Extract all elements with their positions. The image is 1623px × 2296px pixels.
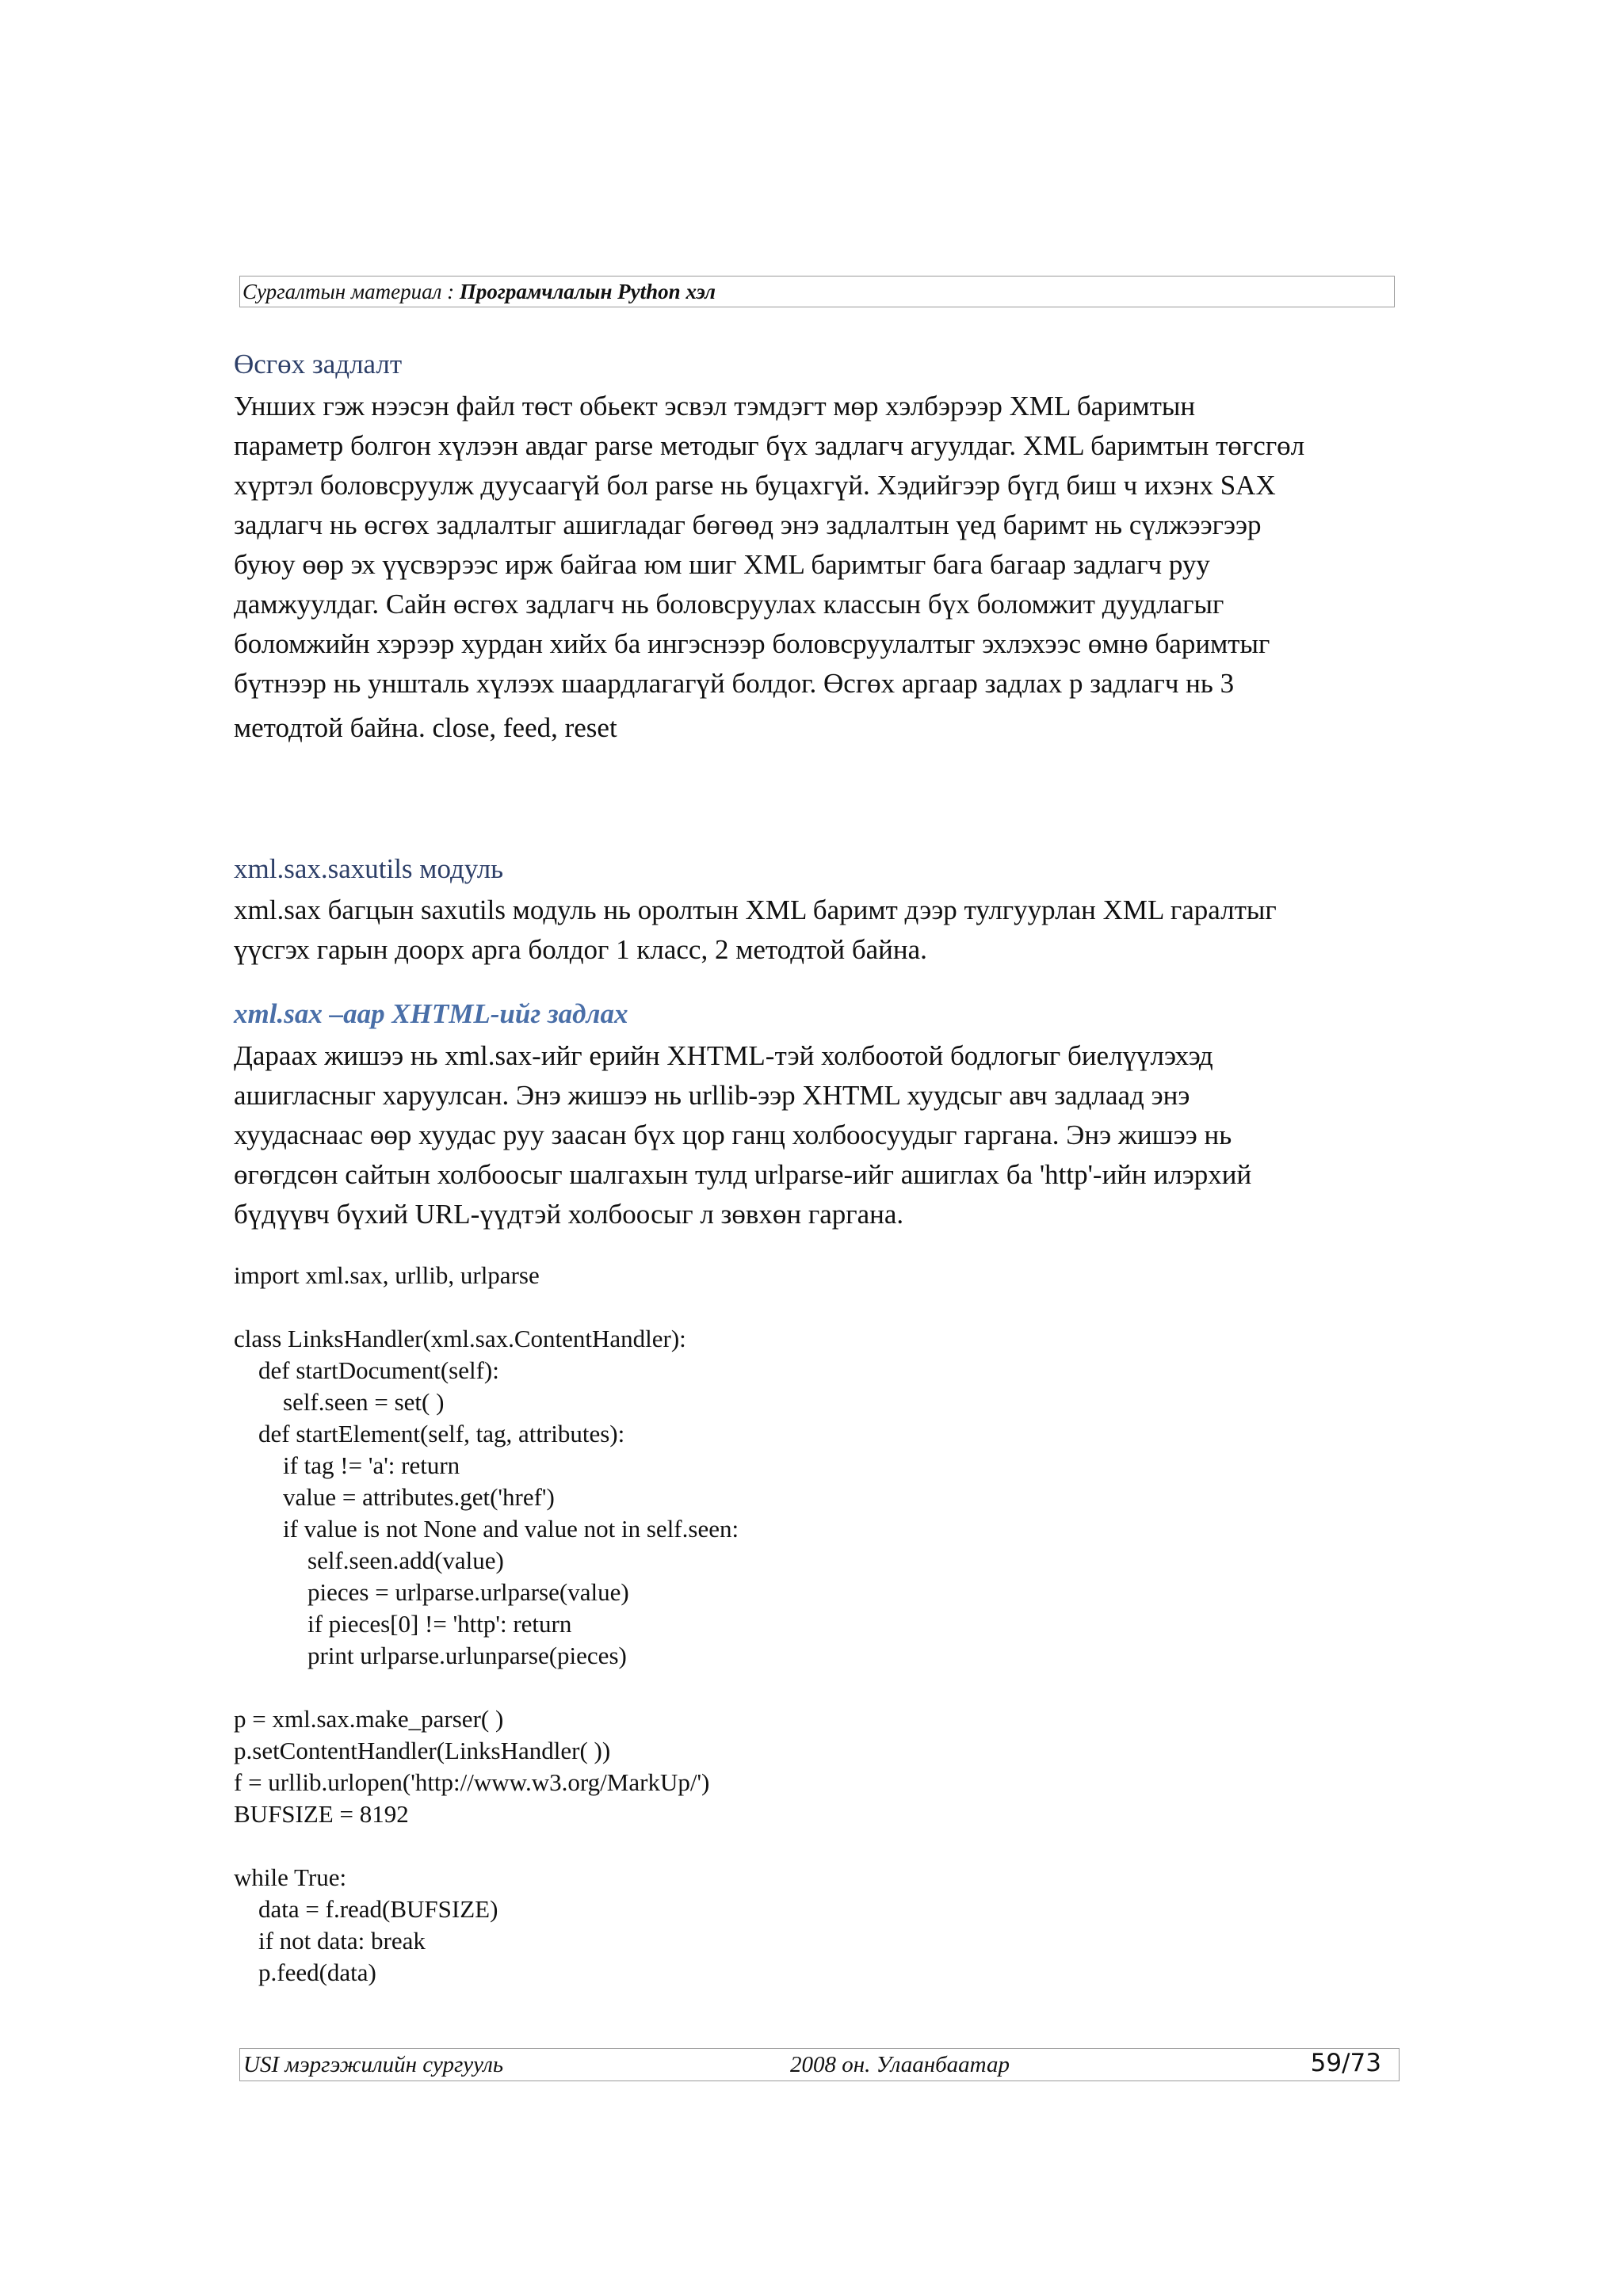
section-title-saxutils: xml.sax.saxutils модуль: [234, 853, 504, 884]
section-title-xhtml-parsing: xml.sax –аар XHTML-ийг задлах: [234, 998, 628, 1029]
text-line: буюу өөр эх үүсвэрээс ирж байгаа юм шиг XML баримтыг бага багаар задлагч руу: [234, 549, 1210, 580]
page-footer: [239, 2048, 1400, 2081]
text-line: Унших гэж нээсэн файл төст обьект эсвэл тэмдэгт мөр хэлбэрээр XML баримтын: [234, 391, 1196, 421]
page-header: [239, 276, 1395, 307]
text-line: үүсгэх гарын доорх арга болдог 1 класс, 2 методтой байна.: [234, 934, 927, 965]
paragraph-xhtml-parsing: [234, 1036, 1407, 1234]
text-line: бүтнээр нь уншталь хүлээх шаардлагагүй болдог. Өсгөх аргаар задлах p задлагч нь 3: [234, 668, 1235, 699]
header-title: Програмчлалын Python хэл: [459, 280, 716, 303]
footer-year-city: 2008 он. Улаанбаатар: [790, 2052, 1010, 2077]
text-line: параметр болгон хүлээн авдаг parse методыг бүх задлагч агуулдаг. XML баримтын төгсгөл: [234, 430, 1305, 461]
page-number: 59/73: [1310, 2049, 1381, 2077]
text-line: xml.sax багцын saxutils модуль нь оролтын XML баримт дээр тулгуурлан XML гаралтыг: [234, 894, 1277, 925]
text-line: хуудаснаас өөр хуудас руу заасан бүх цор ганц холбоосуудыг гаргана. Энэ жишээ нь: [234, 1119, 1232, 1150]
header-prefix: Сургалтын материал :: [242, 280, 460, 303]
text-line: боломжийн хэрээр хурдан хийх ба ингэснээр боловсруулалтыг эхлэхээс өмнө баримтыг: [234, 628, 1270, 659]
text-line: методтой байна. close, feed, reset: [234, 712, 617, 743]
section-title-incremental-parsing: Өсгөх задлалт: [234, 349, 403, 379]
text-line: Дараах жишээ нь xml.sax-ийг ерийн XHTML-тэй холбоотой бодлогыг биелүүлэхэд: [234, 1040, 1213, 1071]
text-line: задлагч нь өсгөх задлалтыг ашигладаг бөгөөд энэ задлалтын үед баримт нь сүлжээгээр: [234, 509, 1262, 540]
text-line: хүртэл боловсруулж дуусаагүй бол parse нь буцахгүй. Хэдийгээр бүгд биш ч ихэнх SAX: [234, 470, 1276, 501]
footer-school: USI мэргэжилийн сургууль: [243, 2052, 504, 2077]
text-line: бүдүүвч бүхий URL-үүдтэй холбоосыг л зөвхөн гаргана.: [234, 1199, 904, 1230]
code-block: import xml.sax, urllib, urlparse class LinksHandler(xml.sax.ContentHandler): def startDocument(self): self.seen = set( ) def startElement(self, tag, attributes): if tag != 'a': return value = attributes.get('href') if value is not None and value not in self.seen: self.seen.add(value) pieces = urlparse.urlparse(value) if pieces[0] != 'http': return print urlparse.urlunparse(pieces) p = xml.sax.make_parser( ) p.setContentHandler(LinksHandler( )) f = urllib.urlopen('http://www.w3.org/MarkUp/') BUFSIZE = 8192 while True: data = f.read(BUFSIZE) if not data: break p.feed(data): [234, 1261, 739, 1986]
text-line: дамжуулдаг. Сайн өсгөх задлагч нь боловсруулах классын бүх боломжит дуудлагыг: [234, 589, 1224, 620]
paragraph-saxutils: [234, 891, 1407, 970]
paragraph-incremental-parsing: [234, 387, 1407, 748]
text-line: өгөгдсөн сайтын холбоосыг шалгахын тулд urlparse-ийг ашиглах ба 'http'-ийн илэрхий: [234, 1159, 1252, 1190]
text-line: ашигласныг харуулсан. Энэ жишээ нь urllib-ээр XHTML хуудсыг авч задлаад энэ: [234, 1080, 1190, 1111]
